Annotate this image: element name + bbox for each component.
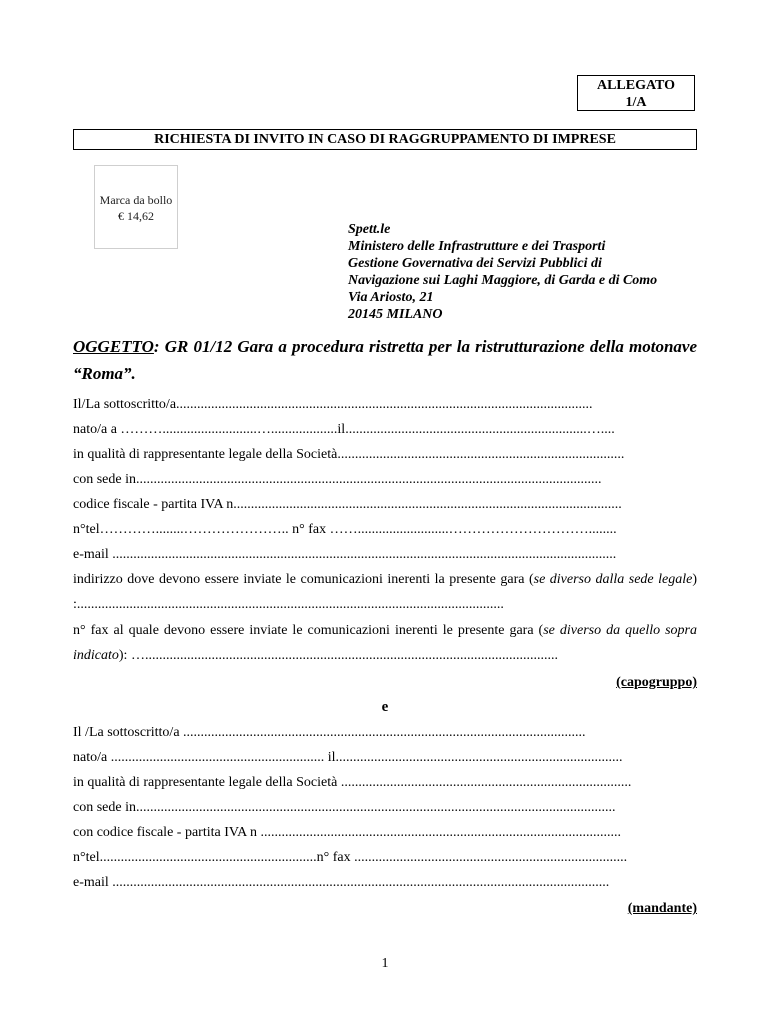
attachment-label: [577, 75, 695, 111]
lead-email-field[interactable]: e-mail ................................................................................................................................................: [73, 547, 617, 562]
lead-fax-italic: se diverso da quello sopra indicato: [73, 623, 697, 663]
attachment-line2: 1/A: [625, 95, 647, 110]
member-phone-fax-field[interactable]: n°tel..............................................................n° fax ..............................................................................: [73, 850, 628, 865]
conjunction: e: [381, 699, 389, 715]
recipient-line-5: Via Ariosto, 21: [348, 290, 434, 305]
lead-fax-text: n° fax al quale devono essere inviate le comunicazioni inerenti le presente gara (: [73, 623, 544, 638]
recipient-line-6: 20145 MILANO: [348, 307, 443, 322]
lead-tax-code-field[interactable]: codice fiscale - partita IVA n...............................................................................................................: [73, 497, 622, 512]
member-tax-code-field[interactable]: con codice fiscale - partita IVA n .......................................................................................................: [73, 825, 622, 840]
member-signatory-field[interactable]: Il /La sottoscritto/a ...................................................................................................................: [73, 725, 586, 740]
lead-communication-fax-field[interactable]: [73, 618, 697, 668]
lead-company-field[interactable]: in qualità di rappresentante legale della Società..................................................................................: [73, 447, 625, 462]
subject-text: : GR 01/12 Gara a procedura ristretta per la ristrutturazione della motonave “Roma”.: [73, 337, 697, 383]
lead-phone-fax-field[interactable]: n°tel…………........………………….. n° fax ……..........................…………………………........: [73, 522, 617, 537]
recipient-line-1: Spett.le: [348, 222, 391, 237]
subject-label: OGGETTO: [73, 337, 154, 356]
attachment-line1: ALLEGATO: [596, 78, 676, 93]
lead-comm-end: ) :..........................................................................................................................: [73, 572, 697, 612]
lead-role-label: (capogruppo): [616, 675, 697, 690]
recipient-line-2: Ministero delle Infrastrutture e dei Trasporti: [348, 239, 606, 254]
stamp-label: Marca da bollo: [99, 193, 173, 207]
member-email-field[interactable]: e-mail ..............................................................................................................................................: [73, 875, 610, 890]
member-role-label: (mandante): [627, 901, 697, 916]
member-birth-field[interactable]: nato/a ............................................................. il..................................................................................: [73, 750, 623, 765]
subject-paragraph: [73, 333, 697, 387]
lead-address-field[interactable]: con sede in.....................................................................................................................................: [73, 472, 602, 487]
document-title: RICHIESTA DI INVITO IN CASO DI RAGGRUPPAMENTO DI IMPRESE: [73, 129, 697, 150]
page-number: 1: [381, 956, 389, 971]
member-company-field[interactable]: in qualità di rappresentante legale della Società ...................................................................................: [73, 775, 632, 790]
lead-birth-field[interactable]: nato/a a ………...........................…...................il.....................................................................…....: [73, 422, 615, 437]
lead-comm-italic: se diverso dalla sede legale: [533, 572, 693, 587]
lead-comm-text: indirizzo dove devono essere inviate le comunicazioni inerenti la presente gara (: [73, 572, 534, 587]
revenue-stamp-box: [94, 165, 178, 249]
recipient-line-3: Gestione Governativa dei Servizi Pubblici di: [348, 256, 602, 271]
recipient-line-4: Navigazione sui Laghi Maggiore, di Garda e di Como: [348, 273, 658, 288]
member-address-field[interactable]: con sede in.........................................................................................................................................: [73, 800, 616, 815]
lead-fax-end: ): …......................................................................................................................: [118, 648, 558, 663]
stamp-amount: € 14,62: [118, 209, 154, 223]
recipient-address: [348, 221, 708, 323]
lead-signatory-field[interactable]: Il/La sottoscritto/a.......................................................................................................................: [73, 397, 593, 412]
lead-communication-address-field[interactable]: [73, 567, 697, 617]
